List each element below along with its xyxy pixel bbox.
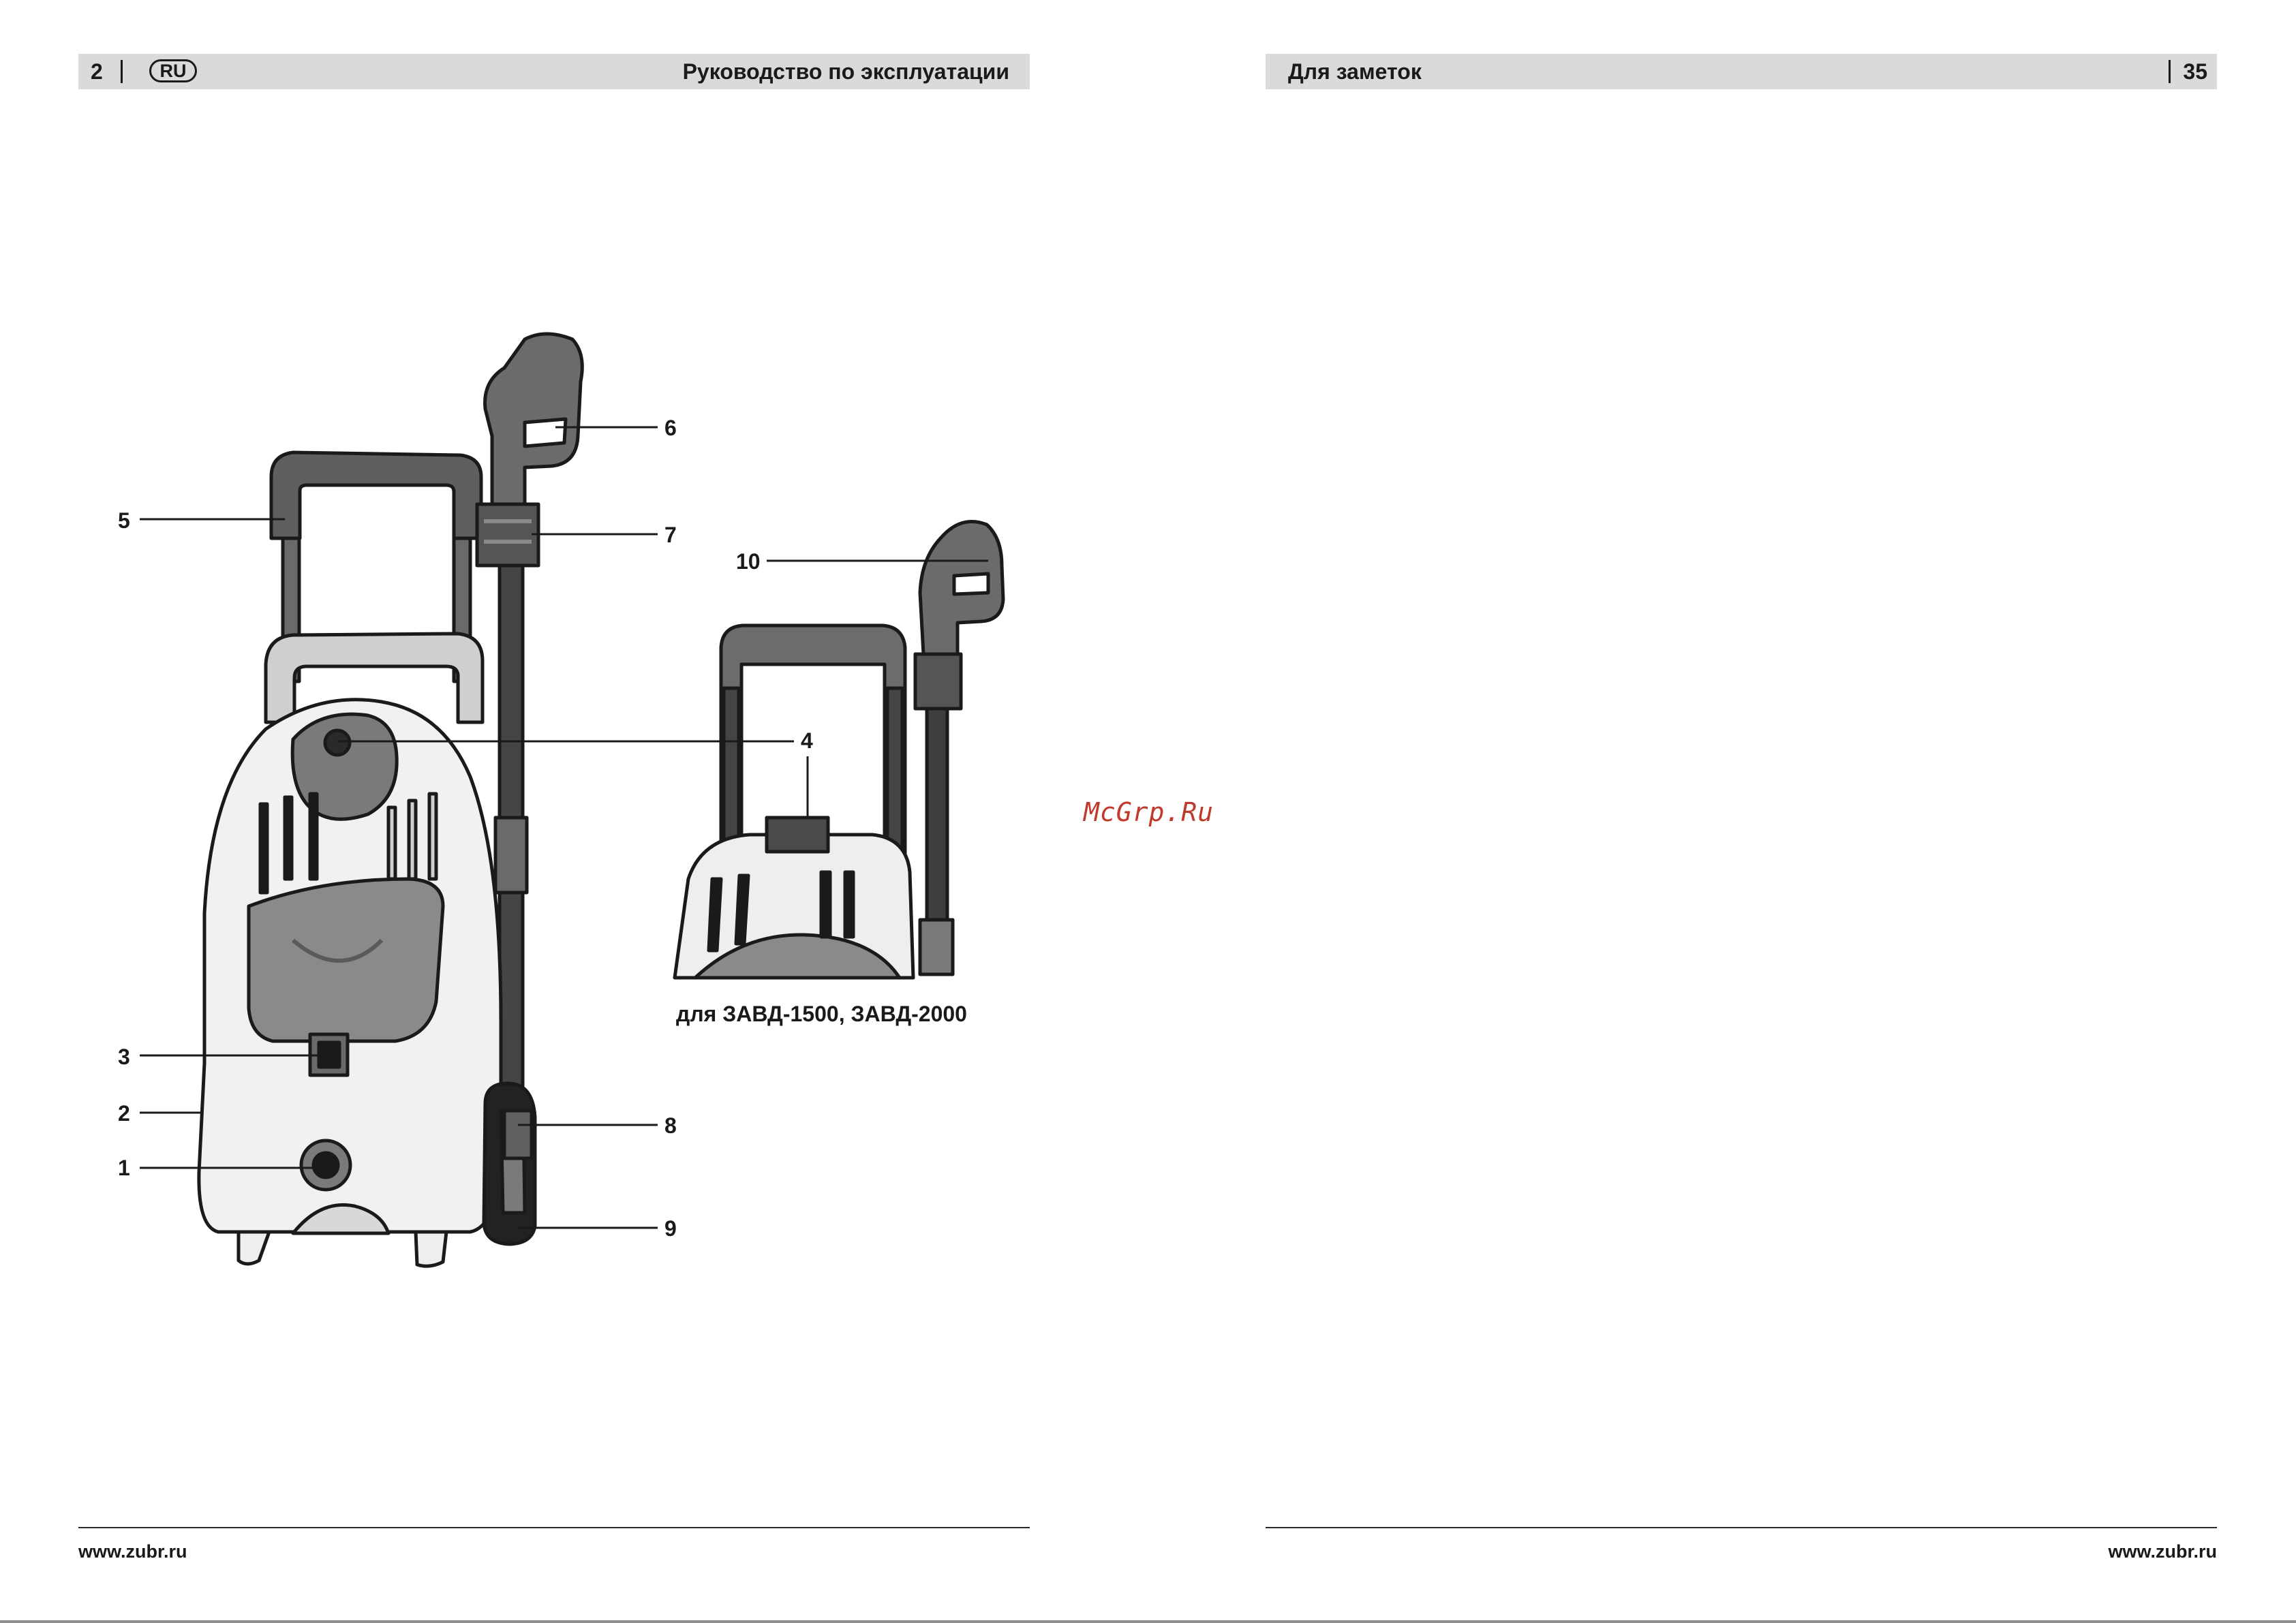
header-separator-right [2169,60,2171,83]
callout-9: 9 [664,1216,677,1241]
left-page-title: Руководство по эксплуатации [682,59,1009,84]
language-badge: RU [149,59,197,82]
callout-8: 8 [664,1113,677,1138]
inset-washer-illustration [675,522,1003,978]
callout-3: 3 [118,1045,130,1069]
callout-4: 4 [801,728,813,753]
inset-caption: для ЗАВД-1500, ЗАВД-2000 [676,1002,967,1026]
left-footer-url: www.zubr.ru [78,1541,187,1562]
left-page-number: 2 [91,59,103,84]
main-washer-illustration [199,334,582,1266]
right-footer-rule [1266,1527,2217,1528]
callout-2: 2 [118,1101,130,1126]
right-header-bar [1266,54,2217,89]
right-footer-url: www.zubr.ru [2108,1541,2217,1562]
left-footer-rule [78,1527,1030,1528]
right-page-number: 35 [2183,59,2207,84]
callout-6: 6 [664,416,677,440]
callout-5: 5 [118,508,130,533]
callout-10: 10 [736,549,761,574]
watermark: McGrp.Ru [1084,797,1214,827]
callout-7: 7 [664,523,677,547]
right-page-title: Для заметок [1288,59,1422,84]
callout-1: 1 [118,1156,130,1180]
bottom-edge-rule [0,1620,2296,1623]
right-page [1148,0,2296,1623]
